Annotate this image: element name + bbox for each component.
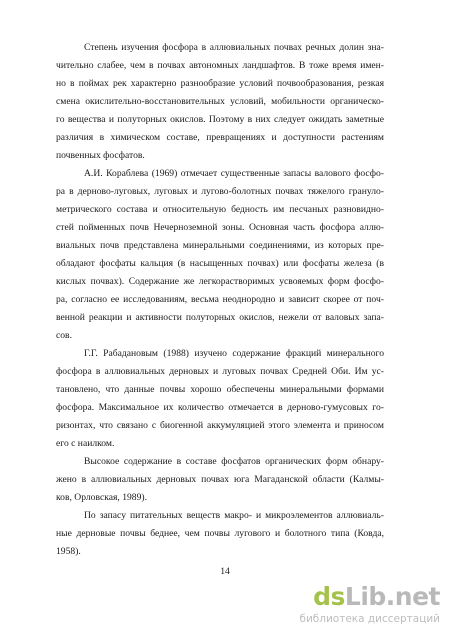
paragraph-2-line: ра, согласно ее исследованиям, весьма неоднородно и зависит скорее от поч- xyxy=(56,294,384,305)
paragraph-1-line: чительно слабее, чем в почвах автономных ландшафтов. В тоже время имен- xyxy=(56,60,384,71)
watermark-logo-lib: Lib xyxy=(344,582,386,611)
paragraph-1-line: го вещества и полуторных окислов. Поэтому в них следует ожидать заметные xyxy=(56,114,384,125)
paragraph-2-line: сов. xyxy=(56,330,72,341)
paragraph-2-line: венной реакции и активности полуторных окислов, нежели от валовых запа- xyxy=(56,312,384,323)
paragraph-5-line: По запасу питательных веществ макро- и микроэлементов аллювиаль- xyxy=(84,510,384,521)
paragraph-2-line: А.И. Кораблева (1969) отмечает существенные запасы валового фосфо- xyxy=(84,168,384,179)
watermark xyxy=(290,583,440,633)
paragraph-2-line: метрического состава и относительную бедность им песчаных разновидно- xyxy=(56,204,384,215)
paragraph-3-line: тановлено, что данные почвы хорошо обеспечены минеральными формами xyxy=(56,384,384,395)
paragraph-1-line: но в поймах рек характерно разнообразие условий почвообразования, резкая xyxy=(56,78,384,89)
paragraph-1-line: смена окислительно-восстановительных условий, мобильности органическо- xyxy=(56,96,384,107)
paragraph-3-line: Г.Г. Рабадановым (1988) изучено содержание фракций минерального xyxy=(84,348,384,359)
paragraph-2-line: ра в дерново-луговых, луговых и лугово-болотных почвах тяжелого грануло- xyxy=(56,186,384,197)
paragraph-1-line: Степень изучения фосфора в аллювиальных почвах речных долин зна- xyxy=(84,42,384,53)
paragraph-2-line: обладают фосфаты кальция (в насыщенных почвах) или фосфаты железа (в xyxy=(56,258,384,269)
watermark-logo-net: .net xyxy=(385,582,440,611)
paragraph-3-line: его с наилком. xyxy=(56,438,115,449)
paragraph-1-line: различия в химическом составе, превращениях и доступности растениям xyxy=(56,132,384,143)
paragraph-2-line: кислых почвах). Содержание же легкорастворимых усвояемых форм фосфо- xyxy=(56,276,384,287)
paragraph-5-line: ные дерновые почвы беднее, чем почвы лугового и болотного типа (Ковда, xyxy=(56,528,384,539)
paragraph-3-line: фосфора в аллювиальных дерновых и луговых почвах Средней Оби. Им ус- xyxy=(56,366,384,377)
paragraph-5-line: 1958). xyxy=(56,546,81,557)
paragraph-4-line: ков, Орловская, 1989). xyxy=(56,492,147,503)
paragraph-2-line: стей пойменных почв Нечерноземной зоны. Основная часть фосфора аллю- xyxy=(56,222,384,233)
watermark-subtitle: библиотека диссертаций xyxy=(299,613,440,625)
watermark-logo xyxy=(313,583,440,611)
paragraph-4-line: Высокое содержание в составе фосфатов органических форм обнару- xyxy=(84,456,384,467)
watermark-logo-ds: ds xyxy=(313,582,345,611)
paragraph-1-line: почвенных фосфатов. xyxy=(56,150,145,161)
paragraph-4-line: жено в аллювиальных дерновых почвах юга Магаданской области (Калмы- xyxy=(56,474,384,485)
paragraph-2-line: виальных почв представлена минеральными соединениями, из которых пре- xyxy=(56,240,384,251)
page-number: 14 xyxy=(220,566,230,577)
paragraph-3-line: фосфора. Максимальное их количество отмечается в дерново-гумусовых го- xyxy=(56,402,384,413)
paragraph-3-line: ризонтах, что связано с биогенной аккумуляцией этого элемента и приносом xyxy=(56,420,384,431)
